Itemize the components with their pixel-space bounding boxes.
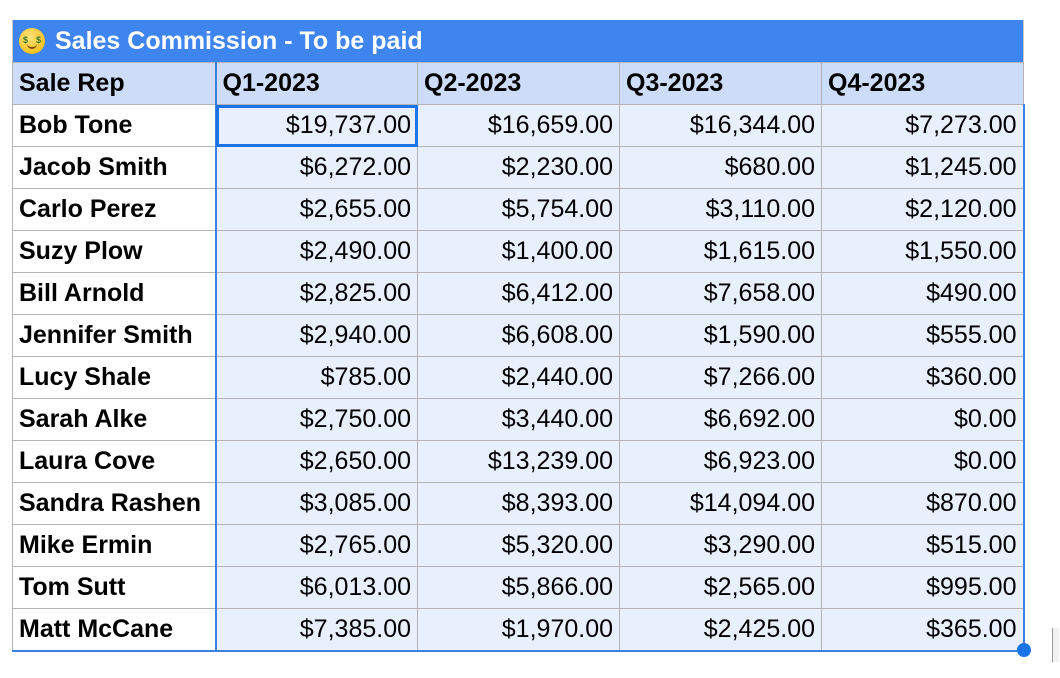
commission-cell[interactable]: $2,940.00: [216, 315, 418, 357]
commission-cell[interactable]: $365.00: [822, 609, 1024, 651]
commission-cell[interactable]: $6,412.00: [418, 273, 620, 315]
commission-cell[interactable]: $0.00: [822, 441, 1024, 483]
commission-cell[interactable]: $1,550.00: [822, 231, 1024, 273]
commission-cell[interactable]: $2,440.00: [418, 357, 620, 399]
table-row: [13, 147, 1024, 189]
commission-cell[interactable]: $2,765.00: [216, 525, 418, 567]
commission-cell[interactable]: $6,923.00: [620, 441, 822, 483]
sale-rep-cell[interactable]: Carlo Perez: [13, 189, 216, 231]
commission-cell[interactable]: $1,590.00: [620, 315, 822, 357]
table-row: [13, 357, 1024, 399]
commission-cell[interactable]: $2,750.00: [216, 399, 418, 441]
commission-cell[interactable]: $19,737.00: [216, 105, 418, 147]
commission-cell[interactable]: $680.00: [620, 147, 822, 189]
money-mouth-face-icon: $ $: [19, 28, 45, 54]
selection-fill-handle[interactable]: [1017, 643, 1031, 657]
commission-cell[interactable]: $2,655.00: [216, 189, 418, 231]
commission-cell[interactable]: $1,245.00: [822, 147, 1024, 189]
sale-rep-cell[interactable]: Lucy Shale: [13, 357, 216, 399]
commission-cell[interactable]: $1,615.00: [620, 231, 822, 273]
sale-rep-cell[interactable]: Jennifer Smith: [13, 315, 216, 357]
sale-rep-cell[interactable]: Sandra Rashen: [13, 483, 216, 525]
commission-cell[interactable]: $7,385.00: [216, 609, 418, 651]
sale-rep-cell[interactable]: Suzy Plow: [13, 231, 216, 273]
commission-cell[interactable]: $2,120.00: [822, 189, 1024, 231]
sale-rep-cell[interactable]: Tom Sutt: [13, 567, 216, 609]
sale-rep-cell[interactable]: Sarah Alke: [13, 399, 216, 441]
commission-cell[interactable]: $3,085.00: [216, 483, 418, 525]
commission-cell[interactable]: $7,273.00: [822, 105, 1024, 147]
commission-cell[interactable]: $5,754.00: [418, 189, 620, 231]
table-row: [13, 189, 1024, 231]
commission-cell[interactable]: $2,565.00: [620, 567, 822, 609]
commission-cell[interactable]: $14,094.00: [620, 483, 822, 525]
commission-cell[interactable]: $2,425.00: [620, 609, 822, 651]
commission-cell[interactable]: $2,825.00: [216, 273, 418, 315]
sale-rep-cell[interactable]: Laura Cove: [13, 441, 216, 483]
commission-cell[interactable]: $2,490.00: [216, 231, 418, 273]
commission-cell[interactable]: $6,692.00: [620, 399, 822, 441]
commission-cell[interactable]: $490.00: [822, 273, 1024, 315]
commission-cell[interactable]: $7,266.00: [620, 357, 822, 399]
column-header-q2-2023[interactable]: Q2-2023: [418, 63, 620, 105]
commission-cell[interactable]: $785.00: [216, 357, 418, 399]
sale-rep-cell[interactable]: Bob Tone: [13, 105, 216, 147]
column-header-q1-2023[interactable]: Q1-2023: [216, 63, 418, 105]
commission-cell[interactable]: $16,344.00: [620, 105, 822, 147]
sale-rep-cell[interactable]: Jacob Smith: [13, 147, 216, 189]
sale-rep-cell[interactable]: Mike Ermin: [13, 525, 216, 567]
commission-cell[interactable]: $6,272.00: [216, 147, 418, 189]
table-row: [13, 441, 1024, 483]
spreadsheet-table-container: [12, 20, 1024, 652]
commission-cell[interactable]: $3,110.00: [620, 189, 822, 231]
commission-cell[interactable]: $6,608.00: [418, 315, 620, 357]
column-header-sale-rep[interactable]: Sale Rep: [13, 63, 216, 105]
column-header-q3-2023[interactable]: Q3-2023: [620, 63, 822, 105]
table-title: Sales Commission - To be paid: [55, 26, 423, 55]
commission-cell[interactable]: $13,239.00: [418, 441, 620, 483]
table-row: [13, 231, 1024, 273]
table-row: [13, 525, 1024, 567]
commission-cell[interactable]: $5,866.00: [418, 567, 620, 609]
table-row: [13, 399, 1024, 441]
commission-table: [12, 62, 1025, 652]
table-row: [13, 483, 1024, 525]
commission-cell[interactable]: $8,393.00: [418, 483, 620, 525]
sale-rep-cell[interactable]: Bill Arnold: [13, 273, 216, 315]
commission-cell[interactable]: $7,658.00: [620, 273, 822, 315]
commission-cell[interactable]: $5,320.00: [418, 525, 620, 567]
commission-cell[interactable]: $360.00: [822, 357, 1024, 399]
commission-cell[interactable]: $3,440.00: [418, 399, 620, 441]
commission-cell[interactable]: $3,290.00: [620, 525, 822, 567]
commission-cell[interactable]: $2,650.00: [216, 441, 418, 483]
commission-cell[interactable]: $870.00: [822, 483, 1024, 525]
commission-cell[interactable]: $515.00: [822, 525, 1024, 567]
commission-cell[interactable]: $1,970.00: [418, 609, 620, 651]
scrollbar[interactable]: [1052, 628, 1059, 662]
commission-cell[interactable]: $16,659.00: [418, 105, 620, 147]
table-row: [13, 315, 1024, 357]
commission-cell[interactable]: $555.00: [822, 315, 1024, 357]
commission-cell[interactable]: $0.00: [822, 399, 1024, 441]
sale-rep-cell[interactable]: Matt McCane: [13, 609, 216, 651]
commission-cell[interactable]: $2,230.00: [418, 147, 620, 189]
commission-cell[interactable]: $1,400.00: [418, 231, 620, 273]
table-title-bar[interactable]: [12, 20, 1024, 62]
table-row: [13, 609, 1024, 651]
commission-cell[interactable]: $6,013.00: [216, 567, 418, 609]
column-header-q4-2023[interactable]: Q4-2023: [822, 63, 1024, 105]
commission-cell[interactable]: $995.00: [822, 567, 1024, 609]
table-row: [13, 105, 1024, 147]
header-row: [13, 63, 1024, 105]
table-row: [13, 273, 1024, 315]
table-row: [13, 567, 1024, 609]
